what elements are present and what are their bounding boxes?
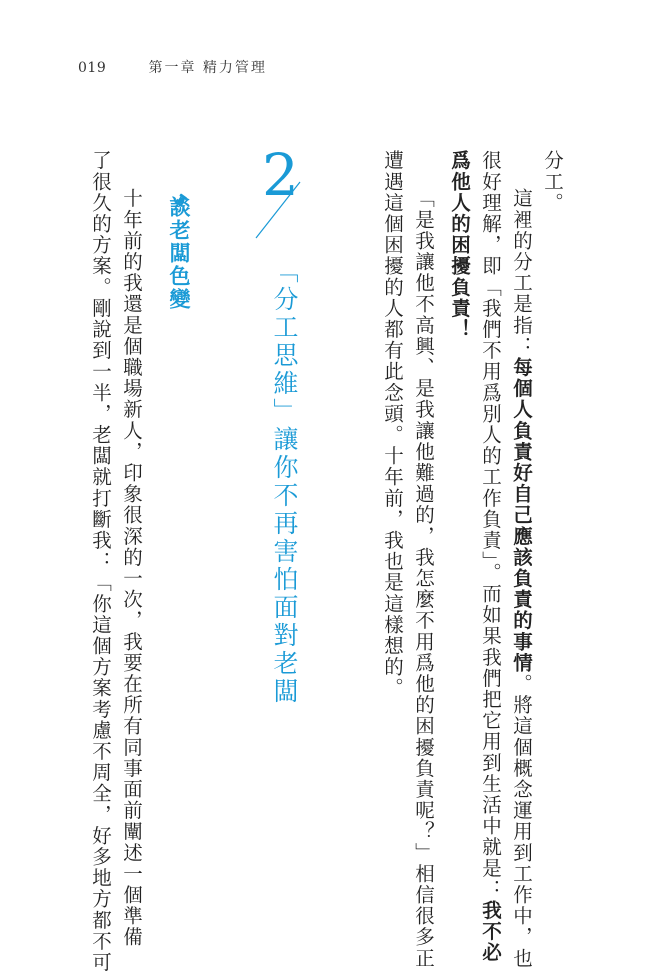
text-column-5 <box>412 188 434 969</box>
paragraph-text: 了很久的方案。剛說到一半，老闆就打斷我：「你這個方案考慮不周全，好多地方都不可 <box>89 150 112 973</box>
text-column-7 <box>120 188 142 948</box>
text-column-1 <box>541 150 563 213</box>
text-column-6 <box>381 150 403 699</box>
paragraph-text: 。將這個概念運用到工作中，也 <box>510 673 533 969</box>
paragraph-text: 這裡的分工是指： <box>510 188 533 357</box>
section-title: 「分工思維」讓你不再害怕面對老闆 <box>270 258 299 706</box>
paragraph-text: 分工。 <box>541 150 564 214</box>
sub-heading: 談老闆色變 <box>167 196 191 311</box>
page-number: 019 <box>78 60 107 76</box>
paragraph-text: 「是我讓他不高興、是我讓他難過的，我怎麼不用爲他的困擾負責呢？」相信很多正 <box>412 188 435 969</box>
emphasis-text: 爲他人的困擾負責！ <box>448 150 471 340</box>
paragraph-text: 遭遇這個困擾的人都有此念頭。十年前，我也是這樣想的。 <box>381 150 404 699</box>
emphasis-text: 每個人負責好自己應該負責的事情 <box>510 356 533 674</box>
paragraph-text: 很好理解，即「我們不用爲別人的工作負責」。而如果我們把它用到生活中就是： <box>479 150 502 900</box>
text-column-2 <box>510 188 532 969</box>
section-number: 2 <box>262 141 299 209</box>
text-column-3 <box>479 150 501 963</box>
page-header <box>78 57 267 77</box>
emphasis-text: 我不必 <box>479 899 502 964</box>
chapter-title: 第一章 精力管理 <box>148 60 267 76</box>
section-slash-decoration <box>252 180 302 240</box>
paragraph-text: 十年前的我還是個職場新人，印象很深的一次，我要在所有同事面前闡述一個準備 <box>120 188 143 948</box>
text-column-4 <box>448 150 470 340</box>
text-column-8 <box>89 150 111 973</box>
